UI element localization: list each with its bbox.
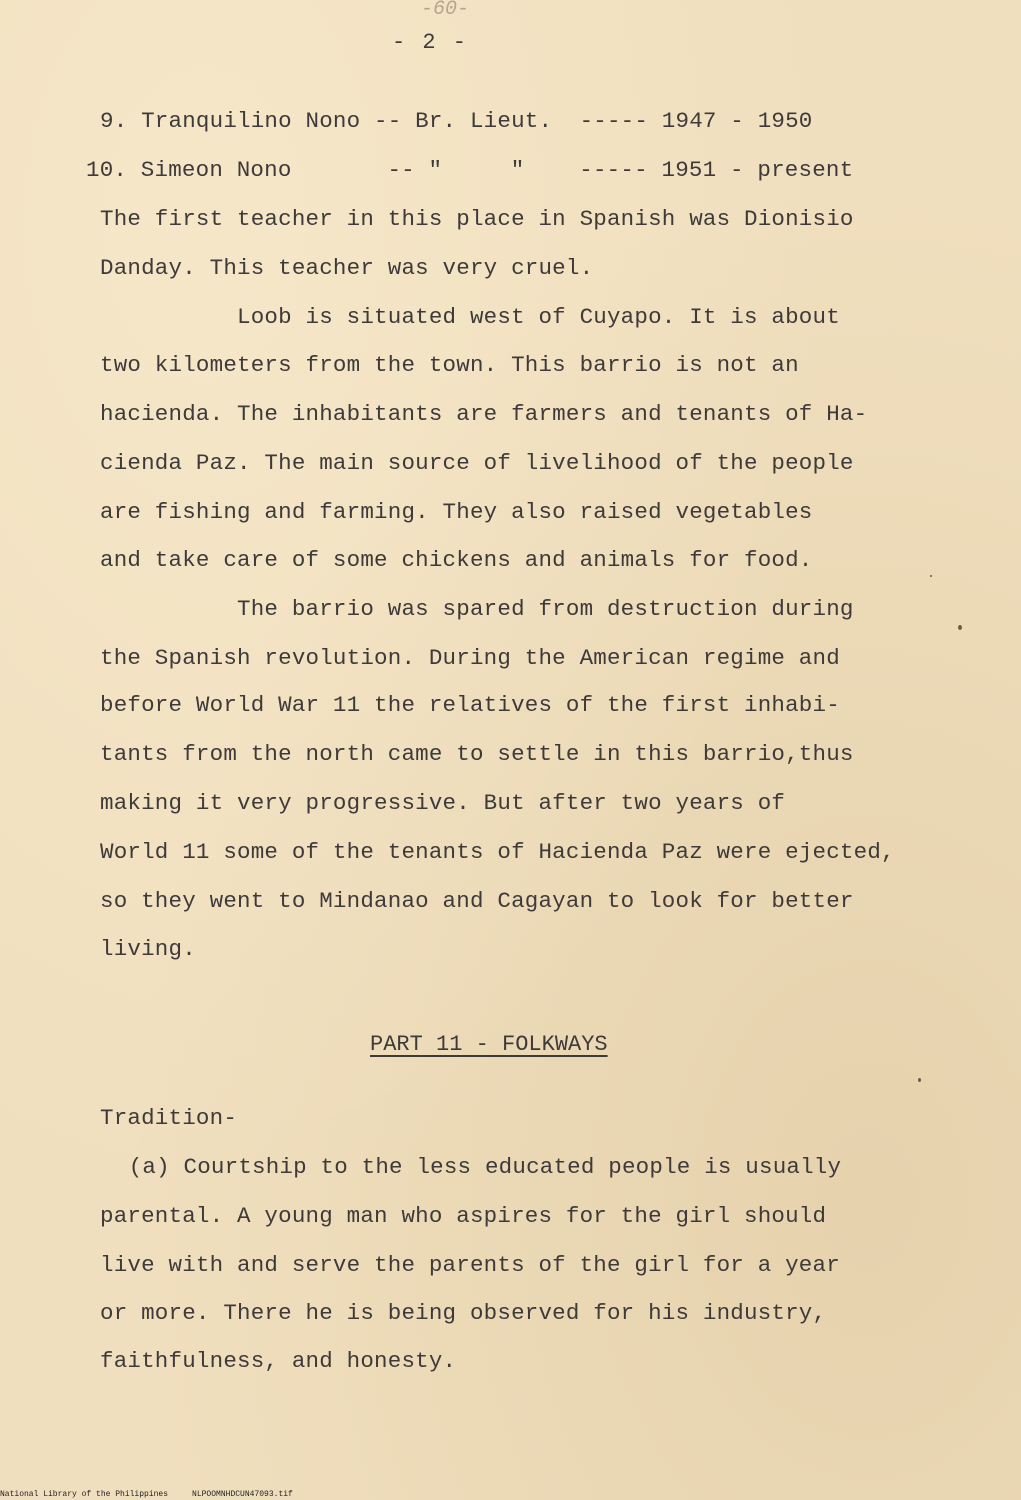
- handwritten-page-mark: -60-: [420, 0, 469, 21]
- paper-speck: [958, 625, 962, 630]
- body-line: cienda Paz. The main source of livelihood of the people: [100, 450, 854, 476]
- section-heading: PART 11 - FOLKWAYS: [370, 1032, 608, 1057]
- tradition-label: Tradition-: [100, 1105, 238, 1131]
- body-line: The first teacher in this place in Spanish was Dionisio: [100, 206, 854, 232]
- footer-filename: NLPOOMNHDCUN47093.tif: [192, 1490, 293, 1499]
- body-line: and take care of some chickens and animals for food.: [100, 547, 813, 573]
- body-line: hacienda. The inhabitants are farmers and tenants of Ha-: [100, 401, 868, 427]
- body-line: Danday. This teacher was very cruel.: [100, 255, 594, 281]
- body-line: before World War 11 the relatives of the first inhabi-: [100, 692, 840, 718]
- footer-institution: National Library of the Philippines: [0, 1490, 169, 1499]
- tradition-line: (a) Courtship to the less educated people is usually: [115, 1154, 842, 1180]
- body-line: 9. Tranquilino Nono -- Br. Lieut. ----- 1947 - 1950: [100, 108, 813, 134]
- body-line: living.: [100, 936, 196, 962]
- body-line: two kilometers from the town. This barrio is not an: [100, 352, 799, 378]
- body-line: tants from the north came to settle in this barrio,thus: [100, 741, 854, 767]
- body-line: Loob is situated west of Cuyapo. It is about: [100, 304, 840, 330]
- page-number: - 2 -: [391, 30, 468, 55]
- paper-speck: [930, 575, 932, 577]
- body-line: World 11 some of the tenants of Hacienda Paz were ejected,: [100, 839, 895, 865]
- body-line: 10. Simeon Nono -- " " ----- 1951 - present: [86, 157, 854, 183]
- tradition-line: faithfulness, and honesty.: [100, 1348, 457, 1374]
- body-line: the Spanish revolution. During the American regime and: [100, 645, 840, 671]
- body-line: The barrio was spared from destruction during: [100, 596, 854, 622]
- body-line: so they went to Mindanao and Cagayan to look for better: [100, 888, 854, 914]
- tradition-line: parental. A young man who aspires for the girl should: [100, 1203, 827, 1229]
- scan-footer: [0, 1490, 317, 1500]
- tradition-line: live with and serve the parents of the girl for a year: [100, 1252, 840, 1278]
- tradition-line: or more. There he is being observed for his industry,: [100, 1300, 827, 1326]
- body-line: making it very progressive. But after two years of: [100, 790, 786, 816]
- body-line: are fishing and farming. They also raised vegetables: [100, 499, 813, 525]
- paper-speck: [918, 1078, 921, 1082]
